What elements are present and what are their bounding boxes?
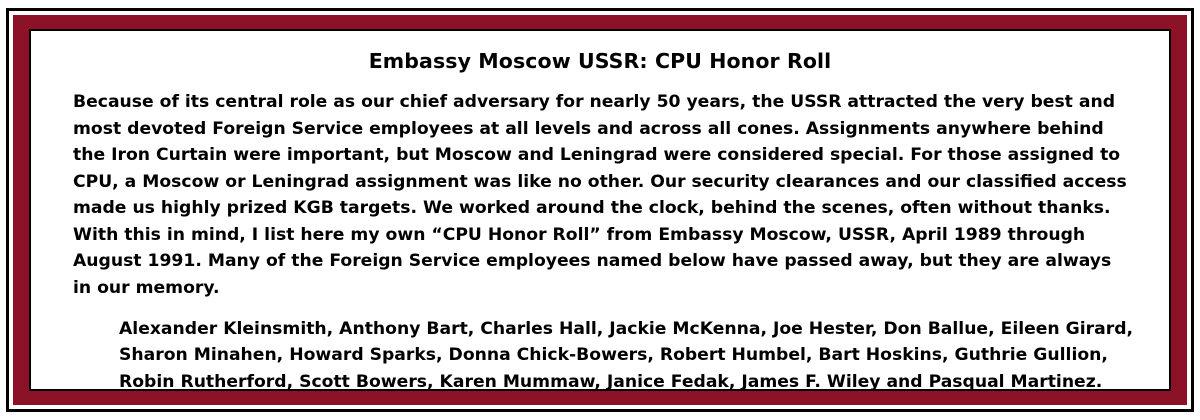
outer-black-border xyxy=(6,8,1194,412)
honor-roll-line: Sharon Minahen, Howard Sparks, Donna Chick-Bowers, Robert Humbel, Bart Hoskins, Guthrie Gullion, xyxy=(119,345,1108,366)
content-panel xyxy=(29,29,1171,391)
intro-paragraph: Because of its central role as our chief adversary for nearly 50 years, the USSR attracted the very best and most devoted Foreign Service employees at all levels and across all cones. Assignments anywhere behind the Iron Curtain were important, but Moscow and Leningrad were considered special. For those assigned to CPU, a Moscow or Leningrad assignment was like no other. Our security clearances and our classified access made us highly prized KGB targets. We worked around the clock, behind the scenes, often without thanks. With this in mind, I list here my own “CPU Honor Roll” from Embassy Moscow, USSR, April 1989 through August 1991. Many of the Foreign Service employees named below have passed away, but they are always in our memory. xyxy=(73,92,1127,299)
honor-roll-list xyxy=(73,316,1134,396)
page-title: Embassy Moscow USSR: CPU Honor Roll xyxy=(368,49,832,73)
honor-roll-line: Robin Rutherford, Scott Bowers, Karen Mummaw, Janice Fedak, James F. Wiley and Pasqual Martinez. xyxy=(119,371,1103,392)
honor-roll-line: Alexander Kleinsmith, Anthony Bart, Charles Hall, Jackie McKenna, Joe Hester, Don Ballue, Eileen Girard, xyxy=(119,318,1134,339)
red-border-band xyxy=(13,15,1187,405)
